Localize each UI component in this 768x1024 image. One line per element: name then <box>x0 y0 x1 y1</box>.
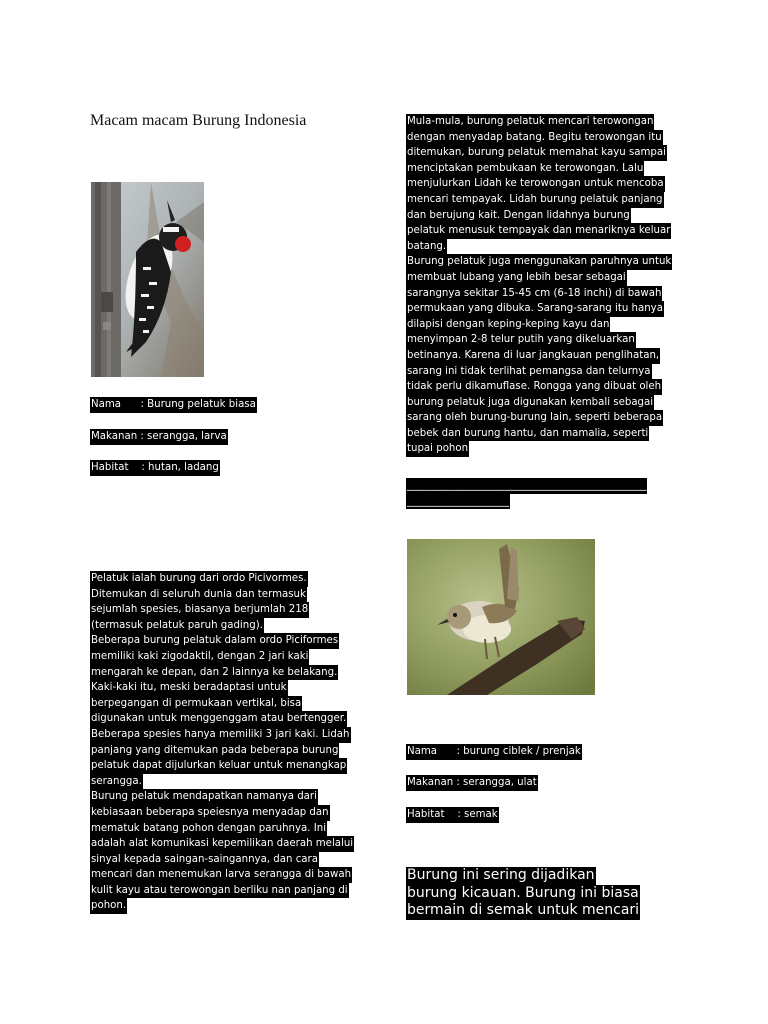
left-paragraph-line <box>90 587 354 603</box>
left-paragraph-line <box>90 758 354 774</box>
bird1-food: Makanan : serangga, larva <box>90 429 228 445</box>
right-paragraph-line <box>406 145 672 161</box>
left-paragraph-text: berpegangan di permukaan vertikal, bisa <box>90 696 302 712</box>
left-paragraph-text: serangga. <box>90 774 143 790</box>
left-paragraph-text: Beberapa spesies hanya memiliki 3 jari kaki. Lidah <box>90 727 351 743</box>
right-paragraph-line <box>406 348 672 364</box>
right-paragraph-line <box>406 410 672 426</box>
right-paragraph-text: menciptakan pembukaan ke terowongan. Lalu <box>406 161 644 177</box>
left-paragraph-line <box>90 618 354 634</box>
left-paragraph-line <box>90 727 354 743</box>
left-paragraph-text: kebiasaan beberapa speiesnya menyadap dan <box>90 805 330 821</box>
separator-text: _______________________________________________ <box>406 478 647 494</box>
left-paragraph-line <box>90 805 354 821</box>
left-paragraph <box>90 571 354 914</box>
right-paragraph-line <box>406 426 672 442</box>
left-paragraph-line <box>90 821 354 837</box>
right-paragraph-line <box>406 176 672 192</box>
bird2-name: Nama : burung ciblek / prenjak <box>406 744 582 760</box>
left-paragraph-line <box>90 649 354 665</box>
right-paragraph-text: pelatuk menusuk tempayak dan menariknya keluar <box>406 223 671 239</box>
right-paragraph-text: mencari tempayak. Lidah burung pelatuk panjang <box>406 192 664 208</box>
left-paragraph-text: mematuk batang pohon dengan paruhnya. Ini <box>90 821 327 837</box>
bird2-description-text: burung kicauan. Burung ini biasa <box>407 884 639 901</box>
separator-line <box>406 494 647 510</box>
right-paragraph-text: burung pelatuk juga digunakan kembali sebagai <box>406 395 654 411</box>
right-paragraph-line <box>406 395 672 411</box>
left-paragraph-line <box>90 602 354 618</box>
right-paragraph-line <box>406 208 672 224</box>
left-paragraph-line <box>90 774 354 790</box>
left-paragraph-text: mengarah ke depan, dan 2 lainnya ke belakang. <box>90 665 338 681</box>
left-paragraph-line <box>90 696 354 712</box>
right-paragraph-line <box>406 364 672 380</box>
bird2-description-text: Burung ini sering dijadikan <box>407 867 595 883</box>
left-paragraph-text: Burung pelatuk mendapatkan namanya dari <box>90 789 318 805</box>
left-paragraph-text: Ditemukan di seluruh dunia dan termasuk <box>90 587 307 603</box>
left-paragraph-text: Beberapa burung pelatuk dalam ordo Piciformes <box>90 633 339 649</box>
right-paragraph-line <box>406 239 672 255</box>
right-paragraph-line <box>406 301 672 317</box>
right-paragraph-line <box>406 317 672 333</box>
right-paragraph-text: dan berujung kait. Dengan lidahnya burung <box>406 208 631 224</box>
right-paragraph-text: menjulurkan Lidah ke terowongan untuk mencoba <box>406 176 665 192</box>
left-paragraph-line <box>90 898 354 914</box>
prinia-illustration <box>407 539 595 695</box>
left-paragraph-line <box>90 789 354 805</box>
right-paragraph-text: ditemukan, burung pelatuk memahat kayu sampai <box>406 145 667 161</box>
left-paragraph-line <box>90 743 354 759</box>
left-paragraph-text: Pelatuk ialah burung dari ordo Picivormes. <box>90 571 308 587</box>
left-paragraph-line <box>90 883 354 899</box>
bird1-habitat: Habitat : hutan, ladang <box>90 460 220 476</box>
right-paragraph-line <box>406 270 672 286</box>
left-paragraph-text: pelatuk dapat dijulurkan keluar untuk menangkap <box>90 758 347 774</box>
left-paragraph-text: (termasuk pelatuk paruh gading). <box>90 618 264 634</box>
left-paragraph-text: pohon. <box>90 898 127 914</box>
right-paragraph-text: dilapisi dengan keping-keping kayu dan <box>406 317 610 333</box>
right-paragraph-text: tupai pohon <box>406 441 469 457</box>
left-paragraph-line <box>90 680 354 696</box>
left-paragraph-text: panjang yang ditemukan pada beberapa burung <box>90 743 339 759</box>
right-paragraph-text: tidak perlu dikamuflase. Rongga yang dibuat oleh <box>406 379 662 395</box>
page-title: Macam macam Burung Indonesia <box>90 112 307 129</box>
right-paragraph-line <box>406 379 672 395</box>
left-paragraph-text: mencari dan menemukan larva serangga di bawah <box>90 867 352 883</box>
left-paragraph-line <box>90 711 354 727</box>
bird2-description-line <box>406 867 640 885</box>
right-paragraph-text: batang. <box>406 239 447 255</box>
left-paragraph-text: digunakan untuk menggenggam atau bertengger. <box>90 711 347 727</box>
bird2-food: Makanan : serangga, ulat <box>406 775 538 791</box>
bird2-description <box>406 867 640 920</box>
left-paragraph-line <box>90 852 354 868</box>
right-paragraph-text: bebek dan burung hantu, dan mamalia, seperti <box>406 426 649 442</box>
bird2-description-text: bermain di semak untuk mencari <box>407 902 640 919</box>
right-paragraph-line <box>406 192 672 208</box>
right-paragraph-text: Burung pelatuk juga menggunakan paruhnya untuk <box>406 254 672 270</box>
bird2-description-line <box>406 902 640 920</box>
right-paragraph-text: membuat lubang yang lebih besar sebagai <box>406 270 627 286</box>
right-paragraph <box>406 114 672 457</box>
left-paragraph-line <box>90 633 354 649</box>
separator-line <box>406 478 647 509</box>
left-paragraph-line <box>90 836 354 852</box>
separator-text: ____________________ <box>406 494 510 510</box>
left-paragraph-text: sejumlah spesies, biasanya berjumlah 218 <box>90 602 309 618</box>
right-paragraph-text: betinanya. Karena di luar jangkauan penglihatan, <box>406 348 660 364</box>
left-paragraph-text: sinyal kepada saingan-saingannya, dan cara <box>90 852 319 868</box>
left-paragraph-line <box>90 571 354 587</box>
right-paragraph-text: menyimpan 2-8 telur putih yang dikeluarkan <box>406 332 636 348</box>
separator-line <box>406 478 647 494</box>
left-paragraph-text: Kaki-kaki itu, meski beradaptasi untuk <box>90 680 288 696</box>
right-paragraph-text: sarang oleh burung-burung lain, seperti beberapa <box>406 410 663 426</box>
left-paragraph-text: adalah alat komunikasi kepemilikan daerah melalui <box>90 836 354 852</box>
right-paragraph-text: Mula-mula, burung pelatuk mencari terowongan <box>406 114 654 130</box>
left-paragraph-line <box>90 665 354 681</box>
bird2-habitat: Habitat : semak <box>406 807 499 823</box>
right-paragraph-line <box>406 441 672 457</box>
left-paragraph-line <box>90 867 354 883</box>
right-paragraph-line <box>406 332 672 348</box>
woodpecker-photo <box>91 182 204 377</box>
right-paragraph-line <box>406 223 672 239</box>
left-paragraph-text: memiliki kaki zigodaktil, dengan 2 jari kaki <box>90 649 309 665</box>
right-paragraph-line <box>406 114 672 130</box>
right-paragraph-text: dengan menyadap batang. Begitu terowongan itu <box>406 130 663 146</box>
prinia-photo <box>407 539 595 695</box>
right-paragraph-text: sarangnya sekitar 15-45 cm (6-18 inchi) di bawah <box>406 286 662 302</box>
left-paragraph-text: kulit kayu atau terowongan berliku nan panjang di <box>90 883 349 899</box>
right-paragraph-text: sarang ini tidak terlihat pemangsa dan telurnya <box>406 364 652 380</box>
bird1-name: Nama : Burung pelatuk biasa <box>90 397 257 413</box>
right-paragraph-line <box>406 286 672 302</box>
bird2-description-line <box>406 885 640 903</box>
right-paragraph-text: permukaan yang dibuka. Sarang-sarang itu hanya <box>406 301 664 317</box>
woodpecker-illustration <box>91 182 204 377</box>
right-paragraph-line <box>406 254 672 270</box>
right-paragraph-line <box>406 130 672 146</box>
right-paragraph-line <box>406 161 672 177</box>
